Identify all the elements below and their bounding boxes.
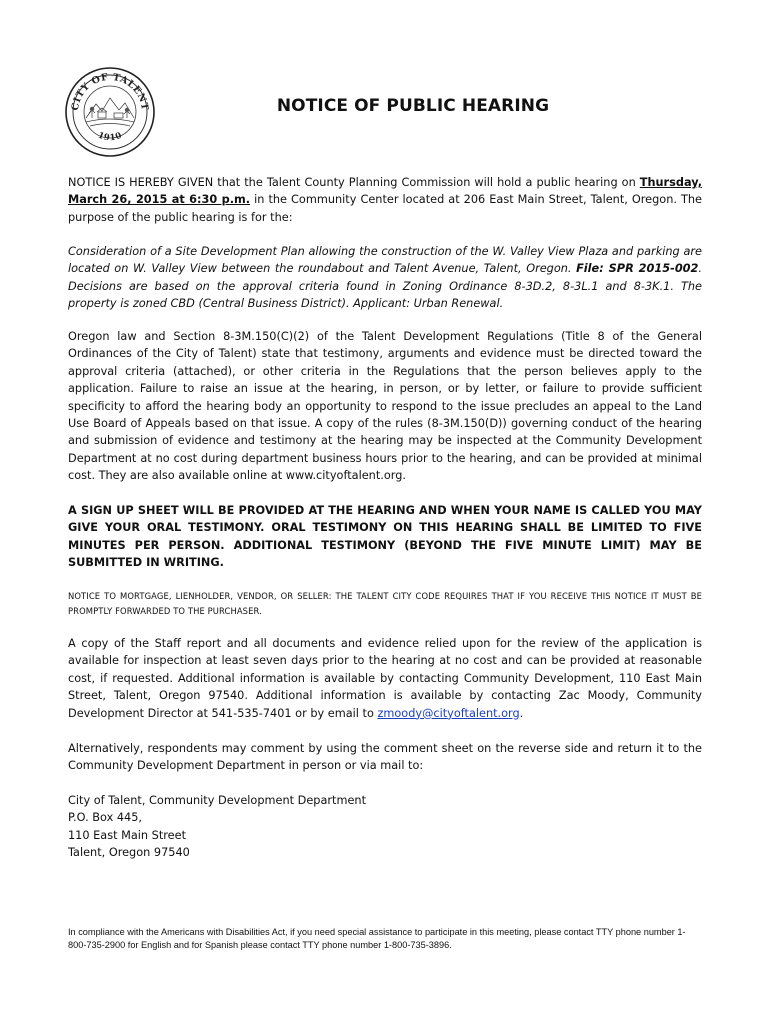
intro-paragraph bbox=[68, 174, 702, 226]
consideration-text-2: . Decisions are based on the approval criteria found in Zoning Ordinance 8-3D.2, 8-3L.1 and 8-3K.1. The property is zoned CBD (Central Business District). Applicant: Urban Renewal. bbox=[68, 262, 702, 311]
file-reference: File: SPR 2015-002 bbox=[576, 262, 699, 276]
page-title: NOTICE OF PUBLIC HEARING bbox=[276, 96, 550, 116]
staff-report-end: . bbox=[519, 706, 524, 720]
hearing-date-time: Thursday, March 26, 2015 at 6:30 p.m. bbox=[68, 176, 702, 207]
consideration-text-1: Consideration of a Site Development Plan allowing the construction of the W. Valley View Plaza and parking are located on W. Valley View between the roundabout and Talent Avenue, Talent, Oregon. bbox=[68, 245, 702, 276]
law-paragraph: Oregon law and Section 8-3M.150(C)(2) of the Talent Development Regulations (Title 8 of the General Ordinances of the City of Talent) state that testimony, arguments and evidence must be directed toward the approval criteria (attached), or other criteria in the Regulations that the person believes apply to the application. Failure to raise an issue at the hearing, in person, or by letter, or failure to provide sufficient specificity to afford the hearing body an opportunity to respond to the issue precludes an appeal to the Land Use Board of Appeals based on that issue. A copy of the rules (8-3M.150(D)) governing conduct of the hearing and submission of evidence and testimony at the hearing may be inspected at the Community Development Department at no cost during department business hours prior to the hearing, and can be provided at minimal cost. They are also available online at www.cityoftalent.org. bbox=[68, 330, 702, 483]
address-line-3: 110 East Main Street bbox=[68, 828, 187, 842]
intro-tail: in the Community Center located at 206 East Main Street, Talent, Oregon. The purpose of the public hearing is for the: bbox=[68, 193, 703, 224]
address-line-4: Talent, Oregon 97540 bbox=[68, 846, 190, 860]
ada-compliance-footer: In compliance with the Americans with Disabilities Act, if you need special assistance to participate in this meeting, please contact TTY phone number 1-800-735-2900 for English and for Spanish please contact TTY phone number 1-800-735-3896. bbox=[68, 927, 686, 950]
intro-lead: NOTICE IS HEREBY GIVEN that the Talent County Planning Commission will hold a public hearing on bbox=[68, 176, 640, 189]
mortgage-notice: NOTICE TO MORTGAGE, LIENHOLDER, VENDOR, OR SELLER: THE TALENT CITY CODE REQUIRES THAT IF YOU RECEIVE THIS NOTICE IT MUST BE PROMPTLY FORWARDED TO THE PURCHASER. bbox=[68, 591, 702, 616]
city-seal-logo bbox=[64, 66, 156, 158]
staff-report-paragraph bbox=[68, 635, 702, 722]
contact-email-link[interactable]: zmoody@cityoftalent.org bbox=[377, 706, 520, 720]
signup-sheet-notice: A SIGN UP SHEET WILL BE PROVIDED AT THE HEARING AND WHEN YOUR NAME IS CALLED YOU MAY GIVE YOUR ORAL TESTIMONY. ORAL TESTIMONY ON THIS HEARING SHALL BE LIMITED TO FIVE MINUTES PER PERSON. ADDITIONAL TESTIMONY (BEYOND THE FIVE MINUTE LIMIT) MAY BE SUBMITTED IN WRITING. bbox=[68, 504, 702, 570]
svg-text:1910: 1910 bbox=[96, 130, 124, 144]
alternatively-paragraph: Alternatively, respondents may comment by using the comment sheet on the reverse side and return it to the Community Development Department in person or via mail to: bbox=[68, 742, 702, 773]
mailing-address bbox=[68, 792, 702, 862]
consideration-paragraph bbox=[68, 243, 702, 313]
address-line-1: City of Talent, Community Development Department bbox=[68, 794, 366, 807]
staff-report-text: A copy of the Staff report and all documents and evidence relied upon for the review of the application is available for inspection at least seven days prior to the hearing at no cost and can be provided at reasonable cost, if requested. Additional information is available by contacting Community Development, 110 East Main Street, Talent, Oregon 97540. Additional information is available by contacting Zac Moody, Community Development Director at 541-535-7401 or by email to bbox=[68, 637, 702, 720]
address-line-2: P.O. Box 445, bbox=[68, 811, 143, 825]
svg-text:CITY OF TALENT: CITY OF TALENT bbox=[69, 71, 151, 112]
